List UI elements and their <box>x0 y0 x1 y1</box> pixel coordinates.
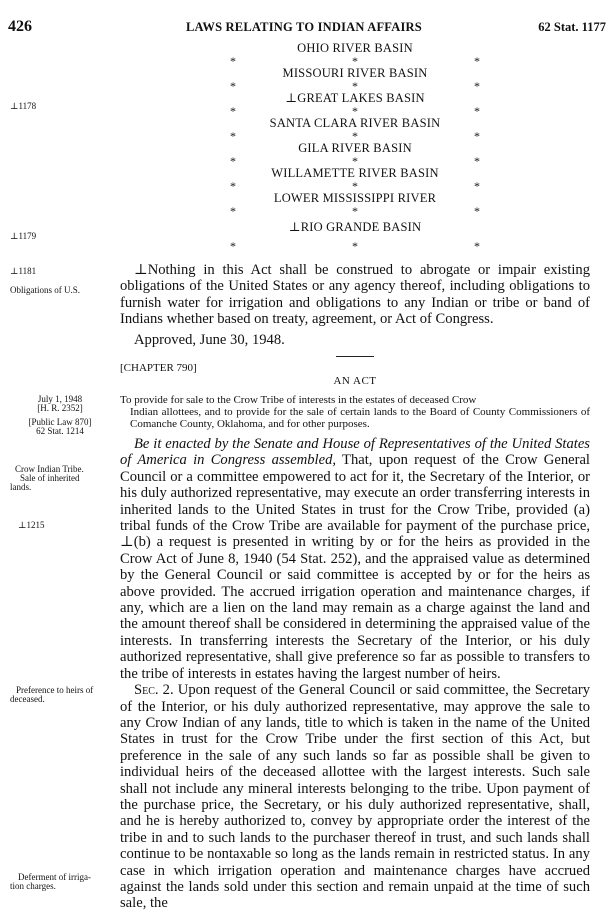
enactment-date: July 1, 1948 <box>37 394 83 404</box>
asterisk-row: * * * <box>230 54 480 68</box>
section-2-label: Sec. 2. <box>134 682 174 699</box>
asterisk-row: * * * <box>230 104 480 118</box>
margin-note-obligations: Obligations of U.S. <box>10 285 81 295</box>
enacting-clause: Be it enacted by the Senate and House of Representatives of the United States of America in Congress assembled, <box>120 436 590 469</box>
asterisk-row: * * * <box>230 204 480 218</box>
page-number: 426 <box>8 18 32 35</box>
act-title-continued: Indian allottees, and to provide for the sale of certain lands to the Board of County Commissioners of Comanche County, Oklahoma, and for other purposes. <box>130 406 590 430</box>
act-title-line: To provide for sale to the Crow Tribe of interests in the estates of deceased Crow <box>120 394 477 406</box>
section-2-text: Upon request of the General Council or said committee, the Secretary of the Interior, or his duly authorized representative, may approve the sale to any Crow Indian of any lands, title to which is taken in the name of the United States in trust for the Crow Tribe under the first section of this Act, but preference in the sale of any such lands so far as possible shall be given to individual heirs of the deceased allottee with the largest interests. Such sale shall not include any mineral interests belonging to the tribe. Upon payment of the purchase price, the Secretary, or his duly authorized representative, shall, and he is hereby authorized to, convey by appropriate order the interest of the tribe in and to such lands to the purchaser thereof in trust, and such lands shall continue to be nontaxable so long as the lands remain in restricted status. In any case in which irrigation operation and maintenance charges have accrued against the lands sold under this section and remain unpaid at the time of such sale, the <box>120 682 591 912</box>
margin-note-preference: deceased. <box>10 694 45 704</box>
asterisk-row: * * * <box>230 79 480 93</box>
chapter-heading: [CHAPTER 790] <box>120 362 197 374</box>
asterisk-row: * * * <box>230 239 480 253</box>
act-title <box>120 394 590 430</box>
margin-note-deferment: Deferment of irriga- <box>18 872 91 882</box>
asterisk-row: * * * <box>230 154 480 168</box>
margin-note-preference: Preference to heirs of <box>16 685 94 695</box>
basin-name: ⊥GREAT LAKES BASIN <box>285 91 425 105</box>
basin-name: WILLAMETTE RIVER BASIN <box>271 166 439 180</box>
basin-name: ⊥RIO GRANDE BASIN <box>288 220 422 234</box>
page-break-marker: ⊥1179 <box>10 231 37 241</box>
obligations-paragraph-block <box>120 262 590 349</box>
margin-notes <box>6 0 114 896</box>
page-break-marker: ⊥1178 <box>10 101 37 111</box>
section-2 <box>120 682 590 912</box>
running-title: LAWS RELATING TO INDIAN AFFAIRS <box>186 20 422 34</box>
basin-name: GILA RIVER BASIN <box>298 141 412 155</box>
basin-list <box>228 42 482 252</box>
margin-note-deferment: tion charges. <box>10 881 56 891</box>
bill-number: [H. R. 2352] <box>37 403 83 413</box>
page-break-marker: ⊥1181 <box>10 266 37 276</box>
act-heading: AN ACT <box>333 375 377 387</box>
basin-name: MISSOURI RIVER BASIN <box>282 66 428 80</box>
asterisk-row: * * * <box>230 129 480 143</box>
margin-note-crow: Sale of inherited <box>20 473 80 483</box>
page-break-marker: ⊥1215 <box>18 520 45 530</box>
basin-name: OHIO RIVER BASIN <box>297 41 413 55</box>
asterisk-row: * * * <box>230 179 480 193</box>
paragraph-1181: ⊥Nothing in this Act shall be construed to abrogate or impair existing obligations of the United States or any agency thereof, including obligations to furnish water for irrigation and obligations to any Indian or tribe or band of Indians whether based on treaty, agreement, or Act of Congress. <box>120 262 590 328</box>
margin-note-crow: Crow Indian Tribe. <box>15 464 84 474</box>
section-1 <box>120 436 590 682</box>
section-1-text: That, upon request of the Crow General Council or a committee empowered to act for it, the Secretary of the Interior, or his duly authorized representative, may execute an order transferring interests in inherited lands to the United States in trust for the Crow Tribe, provided (a) tribal funds of the Crow Tribe are available for payment of the purchase price, ⊥(b) a request is presented in writing by or for the heirs as provided in the Crow Act of June 8, 1940 (54 Stat. 252), and the appraised value as determined by the General Council or said committee is accepted by or for the heirs as above provided. The accrued irrigation operation and maintenance charges, if any, which are a lien on the land may remain as a charge against the land and the amount thereof shall be considered in determining the appraised value of the interests. In transferring interests the Secretary of the Interior, or his duly authorized representative, shall give preference so far as possible to transfers to the tribe of interests in estates having the largest number of heirs. <box>120 452 590 682</box>
statute-citation: 62 Stat. 1177 <box>538 20 606 34</box>
basin-name: LOWER MISSISSIPPI RIVER <box>273 191 437 205</box>
basin-name: SANTA CLARA RIVER BASIN <box>269 116 441 130</box>
public-law-number: [Public Law 870] <box>28 417 92 427</box>
act-body <box>120 436 590 912</box>
margin-note-crow: lands. <box>10 482 32 492</box>
approval-date: Approved, June 30, 1948. <box>134 331 285 348</box>
section-divider <box>336 356 374 357</box>
statute-reference: 62 Stat. 1214 <box>36 426 84 436</box>
